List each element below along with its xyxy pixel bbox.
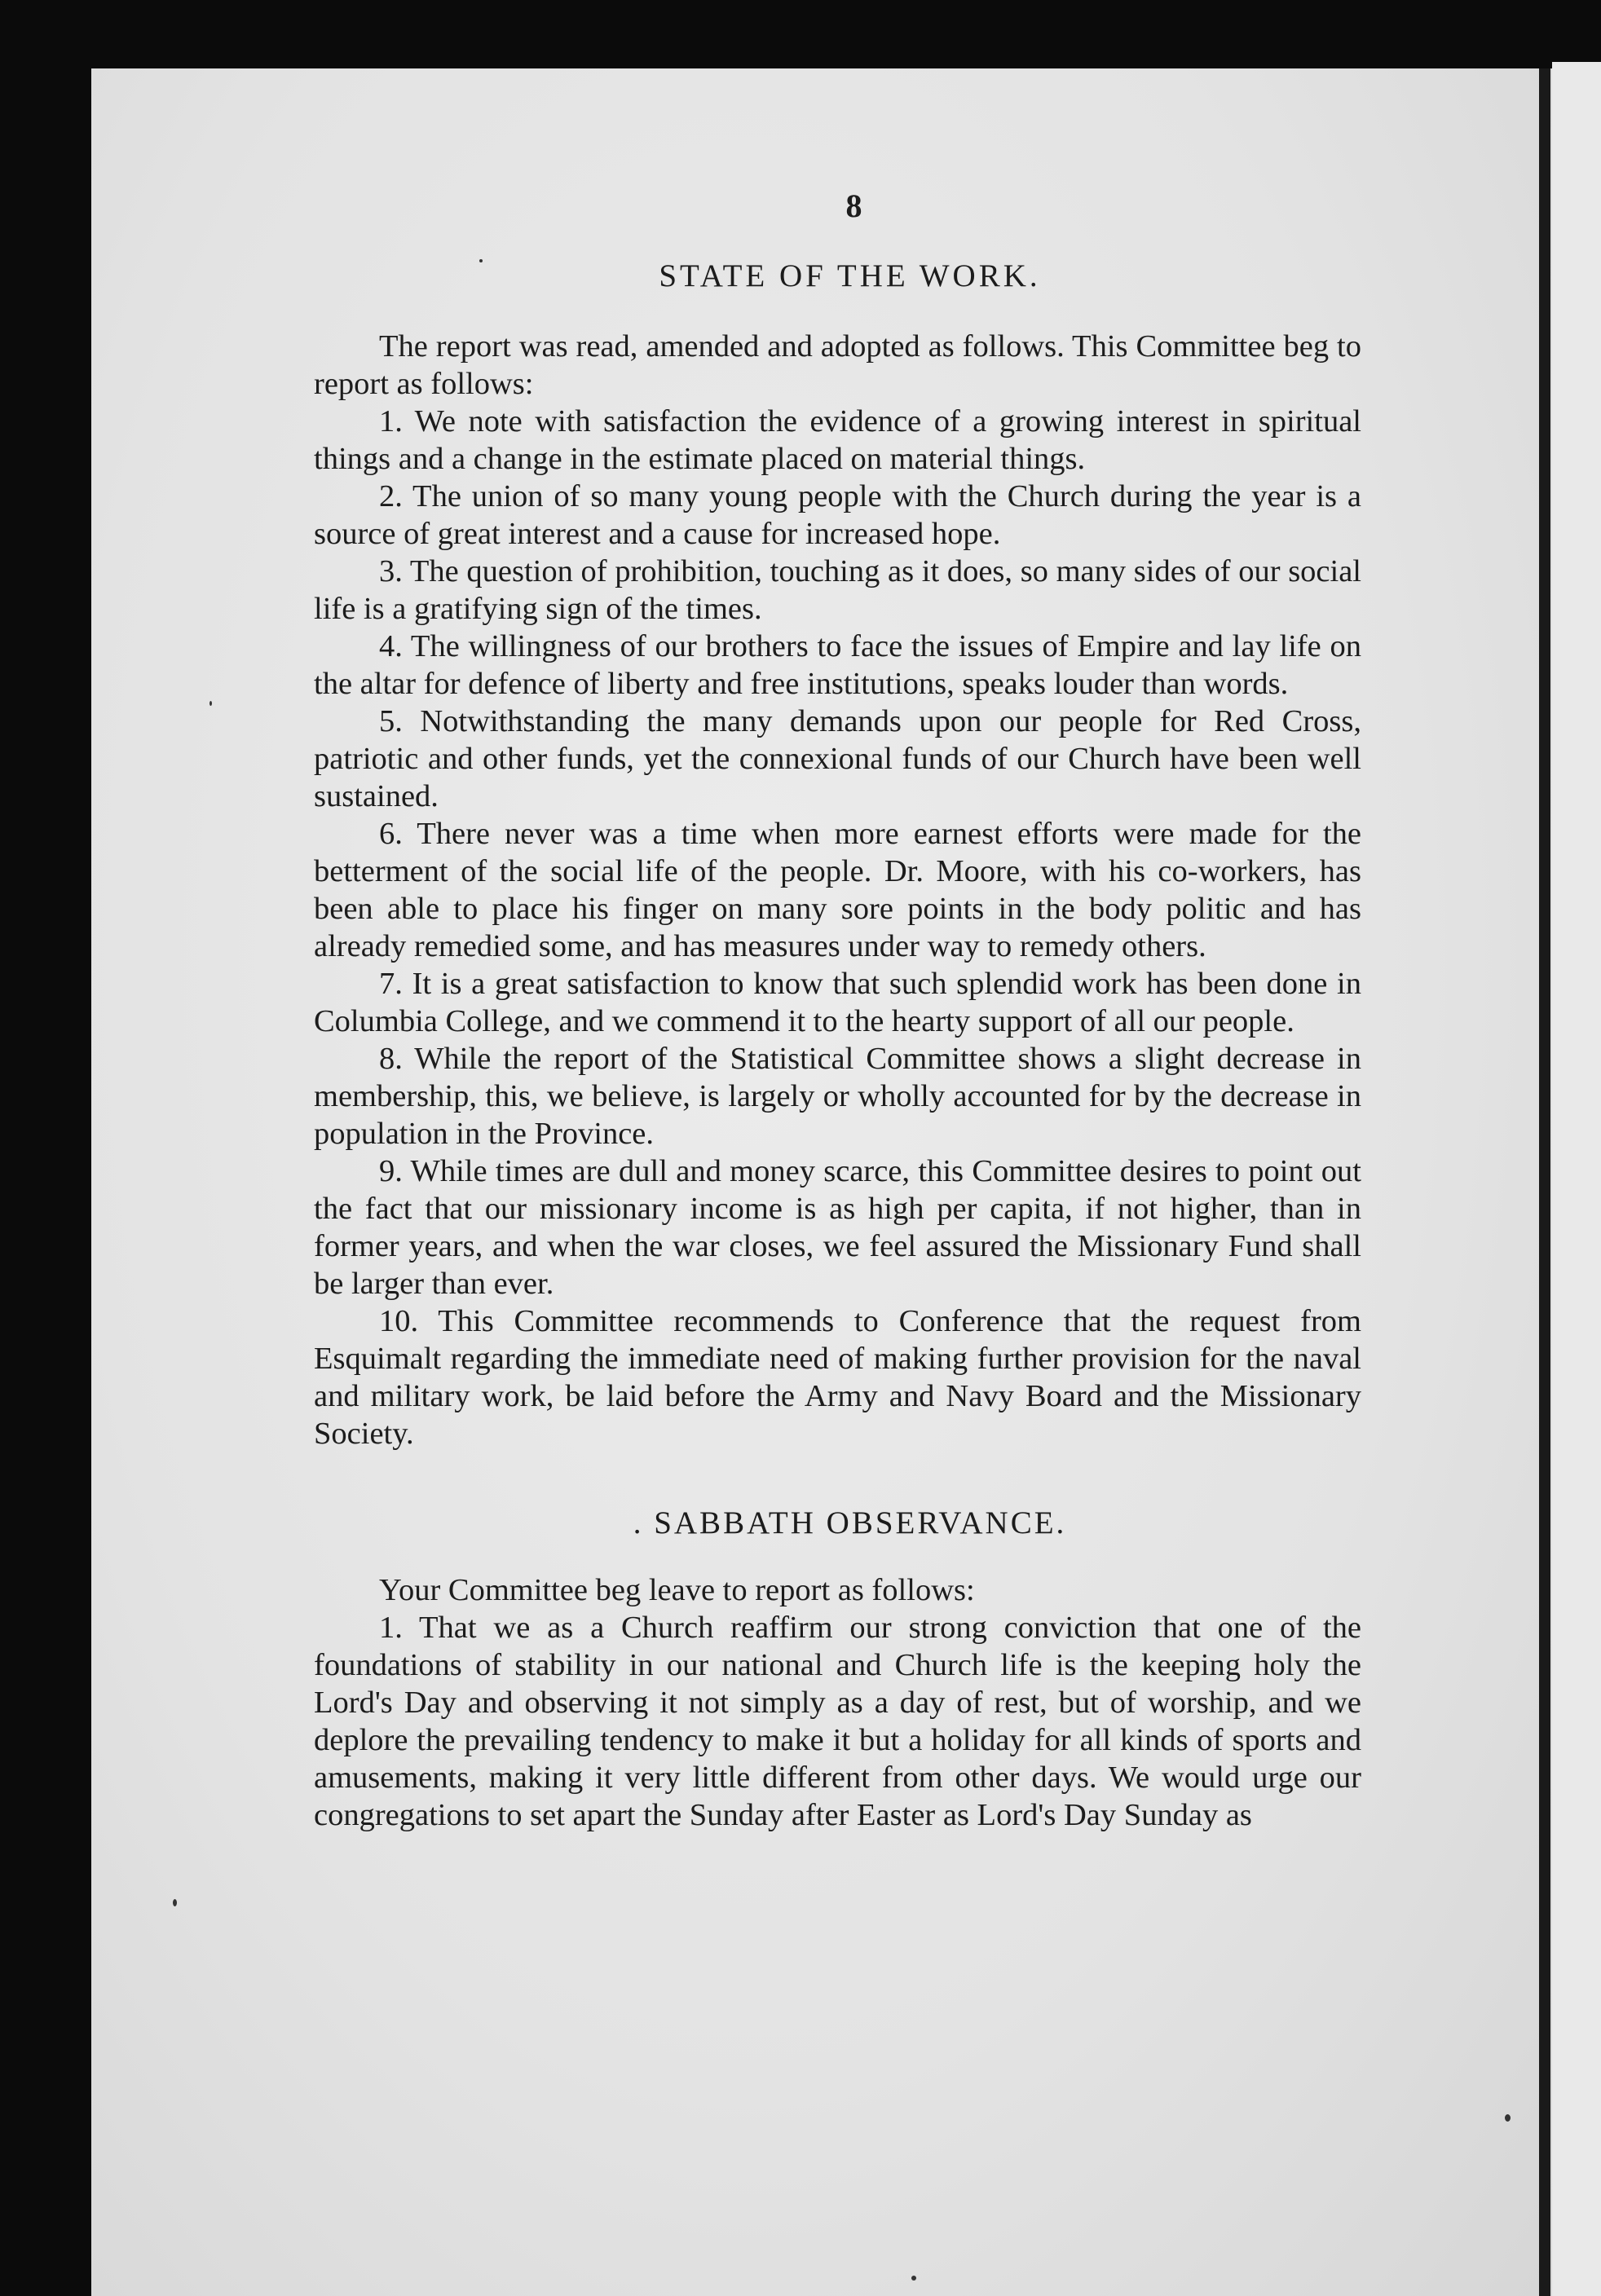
paragraph: 6. There never was a time when more earnest efforts were made for the betterment of the social life of the people. Dr. Moore, with his co-workers, has been able to place his finger on many sore points in the body politic and has already remedied some, and has measures under way to remedy others. xyxy=(314,817,1361,963)
section-sabbath-observance xyxy=(314,1571,1361,1834)
section-heading-sabbath-observance: . SABBATH OBSERVANCE. xyxy=(633,1505,1067,1540)
paragraph: 3. The question of prohibition, touching as it does, so many sides of our social life is a gratifying sign of the times. xyxy=(314,554,1361,626)
paragraph: The report was read, amended and adopted as follows. This Committee beg to report as follows: xyxy=(314,329,1361,401)
adjacent-page-edge xyxy=(1552,62,1601,2296)
scan-speck xyxy=(1505,2114,1511,2122)
paragraph: Your Committee beg leave to report as follows: xyxy=(379,1573,975,1607)
section-state-of-the-work xyxy=(314,328,1361,1452)
page-gutter xyxy=(1539,68,1550,2296)
paragraph: 7. It is a great satisfaction to know that such splendid work has been done in Columbia College, and we commend it to the hearty support of all our people. xyxy=(314,967,1361,1038)
paragraph: 2. The union of so many young people with the Church during the year is a source of great interest and a cause for increased hope. xyxy=(314,479,1361,551)
scan-speck xyxy=(911,2276,916,2281)
section-heading-state-of-the-work: STATE OF THE WORK. xyxy=(659,258,1041,293)
paragraph: 9. While times are dull and money scarce, this Committee desires to point out the fact that our missionary income is as high per capita, if not higher, than in former years, and when the war closes, we feel assured the Missionary Fund shall be larger than ever. xyxy=(314,1154,1361,1301)
paragraph: 5. Notwithstanding the many demands upon our people for Red Cross, patriotic and other funds, yet the connexional funds of our Church have been well sustained. xyxy=(314,704,1361,813)
scan-speck xyxy=(209,701,212,706)
paragraph: 10. This Committee recommends to Conference that the request from Esquimalt regarding the immediate need of making further provision for the naval and military work, be laid before the Army and Navy Board and the Missionary Society. xyxy=(314,1304,1361,1451)
paragraph: 8. While the report of the Statistical Committee shows a slight decrease in membership, this, we believe, is largely or wholly accounted for by the decrease in population in the Province. xyxy=(314,1042,1361,1151)
scan-speck xyxy=(173,1899,177,1906)
page-number: 8 xyxy=(845,187,862,224)
paragraph: 1. That we as a Church reaffirm our strong conviction that one of the foundations of stability in our national and Church life is the keeping holy the Lord's Day and observing it not simply as a day of rest, but of worship, and we deplore the prevailing tendency to make it but a holiday for all kinds of sports and amusements, making it very little different from other days. We would urge our congregations to set apart the Sunday after Easter as Lord's Day Sunday as xyxy=(314,1611,1361,1832)
paragraph: 4. The willingness of our brothers to face the issues of Empire and lay life on the altar for defence of liberty and free institutions, speaks louder than words. xyxy=(314,629,1361,701)
document-body xyxy=(314,187,1361,1834)
paragraph: 1. We note with satisfaction the evidence of a growing interest in spiritual things and a change in the estimate placed on material things. xyxy=(314,404,1361,476)
